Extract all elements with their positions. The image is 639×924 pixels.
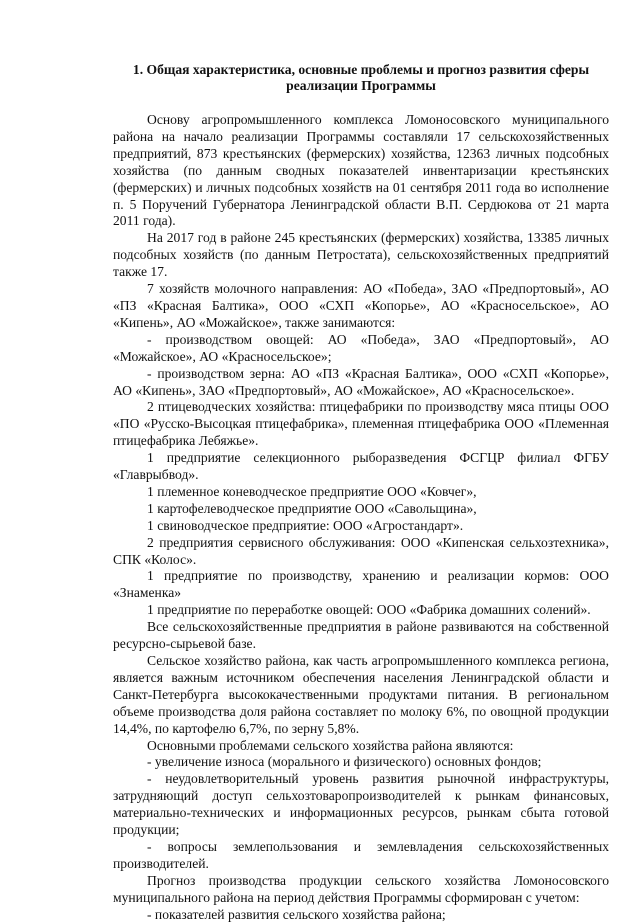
- paragraph-dairy-farms: 7 хозяйств молочного направления: АО «Победа», ЗАО «Предпортовый», АО «ПЗ «Красная Балтика», ООО «СХП «Копорье», АО «Красносельское», АО «Кипень», АО «Можайское», также занимаются:: [113, 281, 609, 330]
- paragraph-horse-breeding: 1 племенное коневодческое предприятие ООО «Ковчег»,: [147, 483, 477, 499]
- paragraph-problem-wear: - увеличение износа (морального и физического) основных фондов;: [147, 754, 542, 770]
- paragraph-regional-share: Сельское хозяйство района, как часть агропромышленного комплекса региона, является важным источником обеспечения населения Ленинградской области и Санкт-Петербурга высококачественными продуктами питания. В региональном объеме производства доля района составляет по молоку 6%, по овощной продукции 14,4%, по картофелю 6,7%, по зерну 5,8%.: [113, 653, 609, 736]
- paragraph-resource-base: Все сельскохозяйственные предприятия в районе развиваются на собственной ресурсно-сырьевой базе.: [113, 619, 609, 652]
- paragraph-2017-stats: На 2017 год в районе 245 крестьянских (фермерских) хозяйства, 13385 личных подсобных хозяйств (по данным Петростата), сельскохозяйственных предприятий также 17.: [113, 230, 609, 280]
- paragraph-poultry: 2 птицеводческих хозяйства: птицефабрики по производству мяса птицы ООО «ПО «Русско-Высоцкая птицефабрика», племенная птицефабрика ООО «Племенная птицефабрика Лебяжье».: [113, 399, 609, 449]
- section-title: [113, 62, 609, 94]
- paragraph-service: 2 предприятия сервисного обслуживания: ООО «Кипенская сельхозтехника», СПК «Колос».: [113, 534, 609, 567]
- paragraph-problem-infrastructure: - неудовлетворительный уровень развития рыночной инфраструктуры, затрудняющий доступ сельхозтоваропроизводителей к рынкам финансовых, материально-технических и информационных ресурсов, рынкам сбыта готовой продукции;: [113, 771, 609, 838]
- section-title-line-1: 1. Общая характеристика, основные проблемы и прогноз развития сферы: [132, 62, 590, 77]
- paragraph-vegetable-processing: 1 предприятие по переработке овощей: ООО «Фабрика домашних солений».: [147, 602, 591, 618]
- paragraph-vegetables: - производством овощей: АО «Победа», ЗАО «Предпортовый», АО «Можайское», АО «Красносельское»;: [113, 331, 609, 364]
- paragraph-problem-land: - вопросы землепользования и землевладения сельскохозяйственных производителей.: [113, 838, 609, 871]
- paragraph-forecast: Прогноз производства продукции сельского хозяйства Ломоносовского муниципального района на период действия Программы сформирован с учетом:: [113, 872, 609, 905]
- paragraph-potato: 1 картофелеводческое предприятие ООО «Савольщина»,: [147, 500, 477, 516]
- paragraph-problems-intro: Основными проблемами сельского хозяйства района являются:: [147, 737, 514, 753]
- paragraph-pig-breeding: 1 свиноводческое предприятие: ООО «Агростандарт».: [147, 517, 464, 533]
- paragraph-grain: - производством зерна: АО «ПЗ «Красная Балтика», ООО «СХП «Копорье», АО «Кипень», ЗАО «Предпортовый», АО «Можайское», АО «Красносельское».: [113, 365, 609, 398]
- paragraph-feed: 1 предприятие по производству, хранению и реализации кормов: ООО «Знаменка»: [113, 568, 609, 601]
- paragraph-forecast-item: - показателей развития сельского хозяйства района;: [147, 906, 446, 922]
- paragraph-agro-basis: Основу агропромышленного комплекса Ломоносовского муниципального района на начало реализации Программы составляли 17 сельскохозяйственных предприятий, 873 крестьянских (фермерских) хозяйства, 12363 личных подсобных хозяйства (по данным сводных показателей инвентаризации крестьянских (фермерских) и личных подсобных хозяйств на 01 сентября 2011 года во исполнение п. 5 Поручений Губернатора Ленинградской области В.П. Сердюкова от 21 марта 2011 года).: [113, 112, 609, 229]
- document-body: [113, 112, 609, 924]
- paragraph-fish-breeding: 1 предприятие селекционного рыборазведения ФСГЦР филиал ФГБУ «Главрыбвод».: [113, 450, 609, 483]
- section-title-line-2: реализации Программы: [286, 78, 436, 93]
